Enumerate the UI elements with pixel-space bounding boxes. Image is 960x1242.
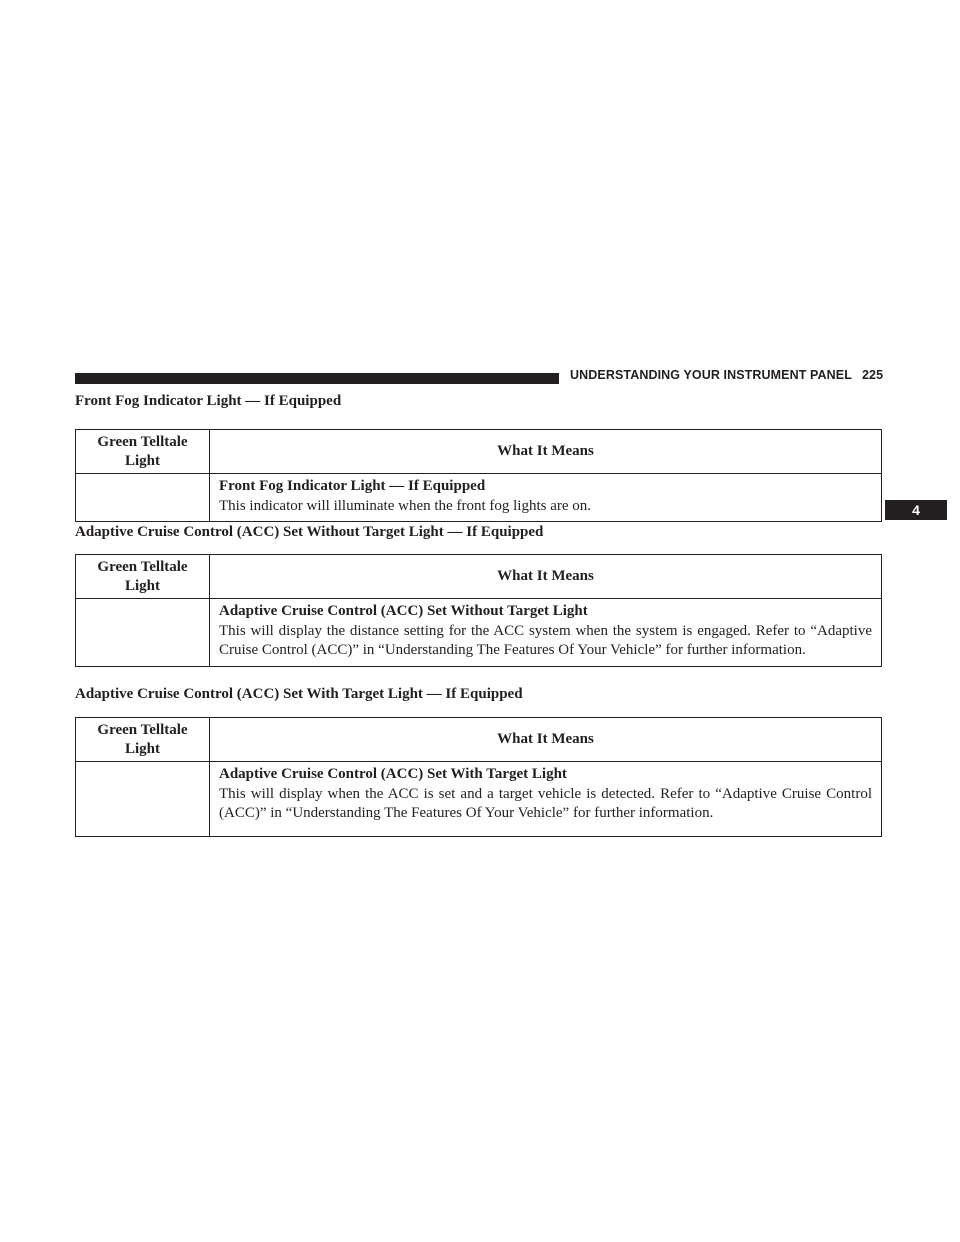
- telltale-icon-cell: [76, 762, 210, 837]
- table-row: [76, 599, 882, 667]
- column-header-light: Green Telltale Light: [76, 430, 210, 474]
- telltale-table-acc-without-target: [75, 554, 882, 667]
- entry-title: Adaptive Cruise Control (ACC) Set Without Target Light: [219, 603, 588, 619]
- chapter-tab: 4: [885, 500, 947, 520]
- column-header-means: What It Means: [210, 718, 882, 762]
- entry-description: This will display when the ACC is set and a target vehicle is detected. Refer to “Adaptive Cruise Control (ACC)” in “Understanding The Features Of Your Vehicle” for further information.: [219, 785, 872, 821]
- header-rule: [75, 373, 559, 384]
- column-header-light: Green Telltale Light: [76, 718, 210, 762]
- meaning-cell: [210, 599, 882, 667]
- section-heading-acc-without-target: Adaptive Cruise Control (ACC) Set Without Target Light — If Equipped: [75, 524, 544, 540]
- entry-title: Front Fog Indicator Light — If Equipped: [219, 478, 486, 494]
- table-row: [76, 474, 882, 522]
- table-header-row: [76, 430, 882, 474]
- telltale-table-front-fog: [75, 429, 882, 522]
- table-row: [76, 762, 882, 837]
- table-header-row: [76, 555, 882, 599]
- telltale-table-acc-with-target: [75, 717, 882, 837]
- entry-description: This will display the distance setting for the ACC system when the system is engaged. Refer to “Adaptive Cruise Control (ACC)” in “Understanding The Features Of Your Vehicle” for further information.: [219, 622, 872, 658]
- meaning-cell: [210, 474, 882, 522]
- header-title: UNDERSTANDING YOUR INSTRUMENT PANEL: [570, 368, 852, 382]
- telltale-icon-cell: [76, 599, 210, 667]
- meaning-cell: [210, 762, 882, 837]
- column-header-means: What It Means: [210, 430, 882, 474]
- section-heading-acc-with-target: Adaptive Cruise Control (ACC) Set With Target Light — If Equipped: [75, 686, 523, 702]
- section-heading-front-fog: Front Fog Indicator Light — If Equipped: [75, 393, 342, 409]
- entry-title: Adaptive Cruise Control (ACC) Set With Target Light: [219, 766, 567, 782]
- running-header: [570, 368, 883, 382]
- telltale-icon-cell: [76, 474, 210, 522]
- entry-description: This indicator will illuminate when the front fog lights are on.: [219, 497, 592, 514]
- column-header-light: Green Telltale Light: [76, 555, 210, 599]
- column-header-means: What It Means: [210, 555, 882, 599]
- table-header-row: [76, 718, 882, 762]
- page-number: 225: [861, 368, 884, 382]
